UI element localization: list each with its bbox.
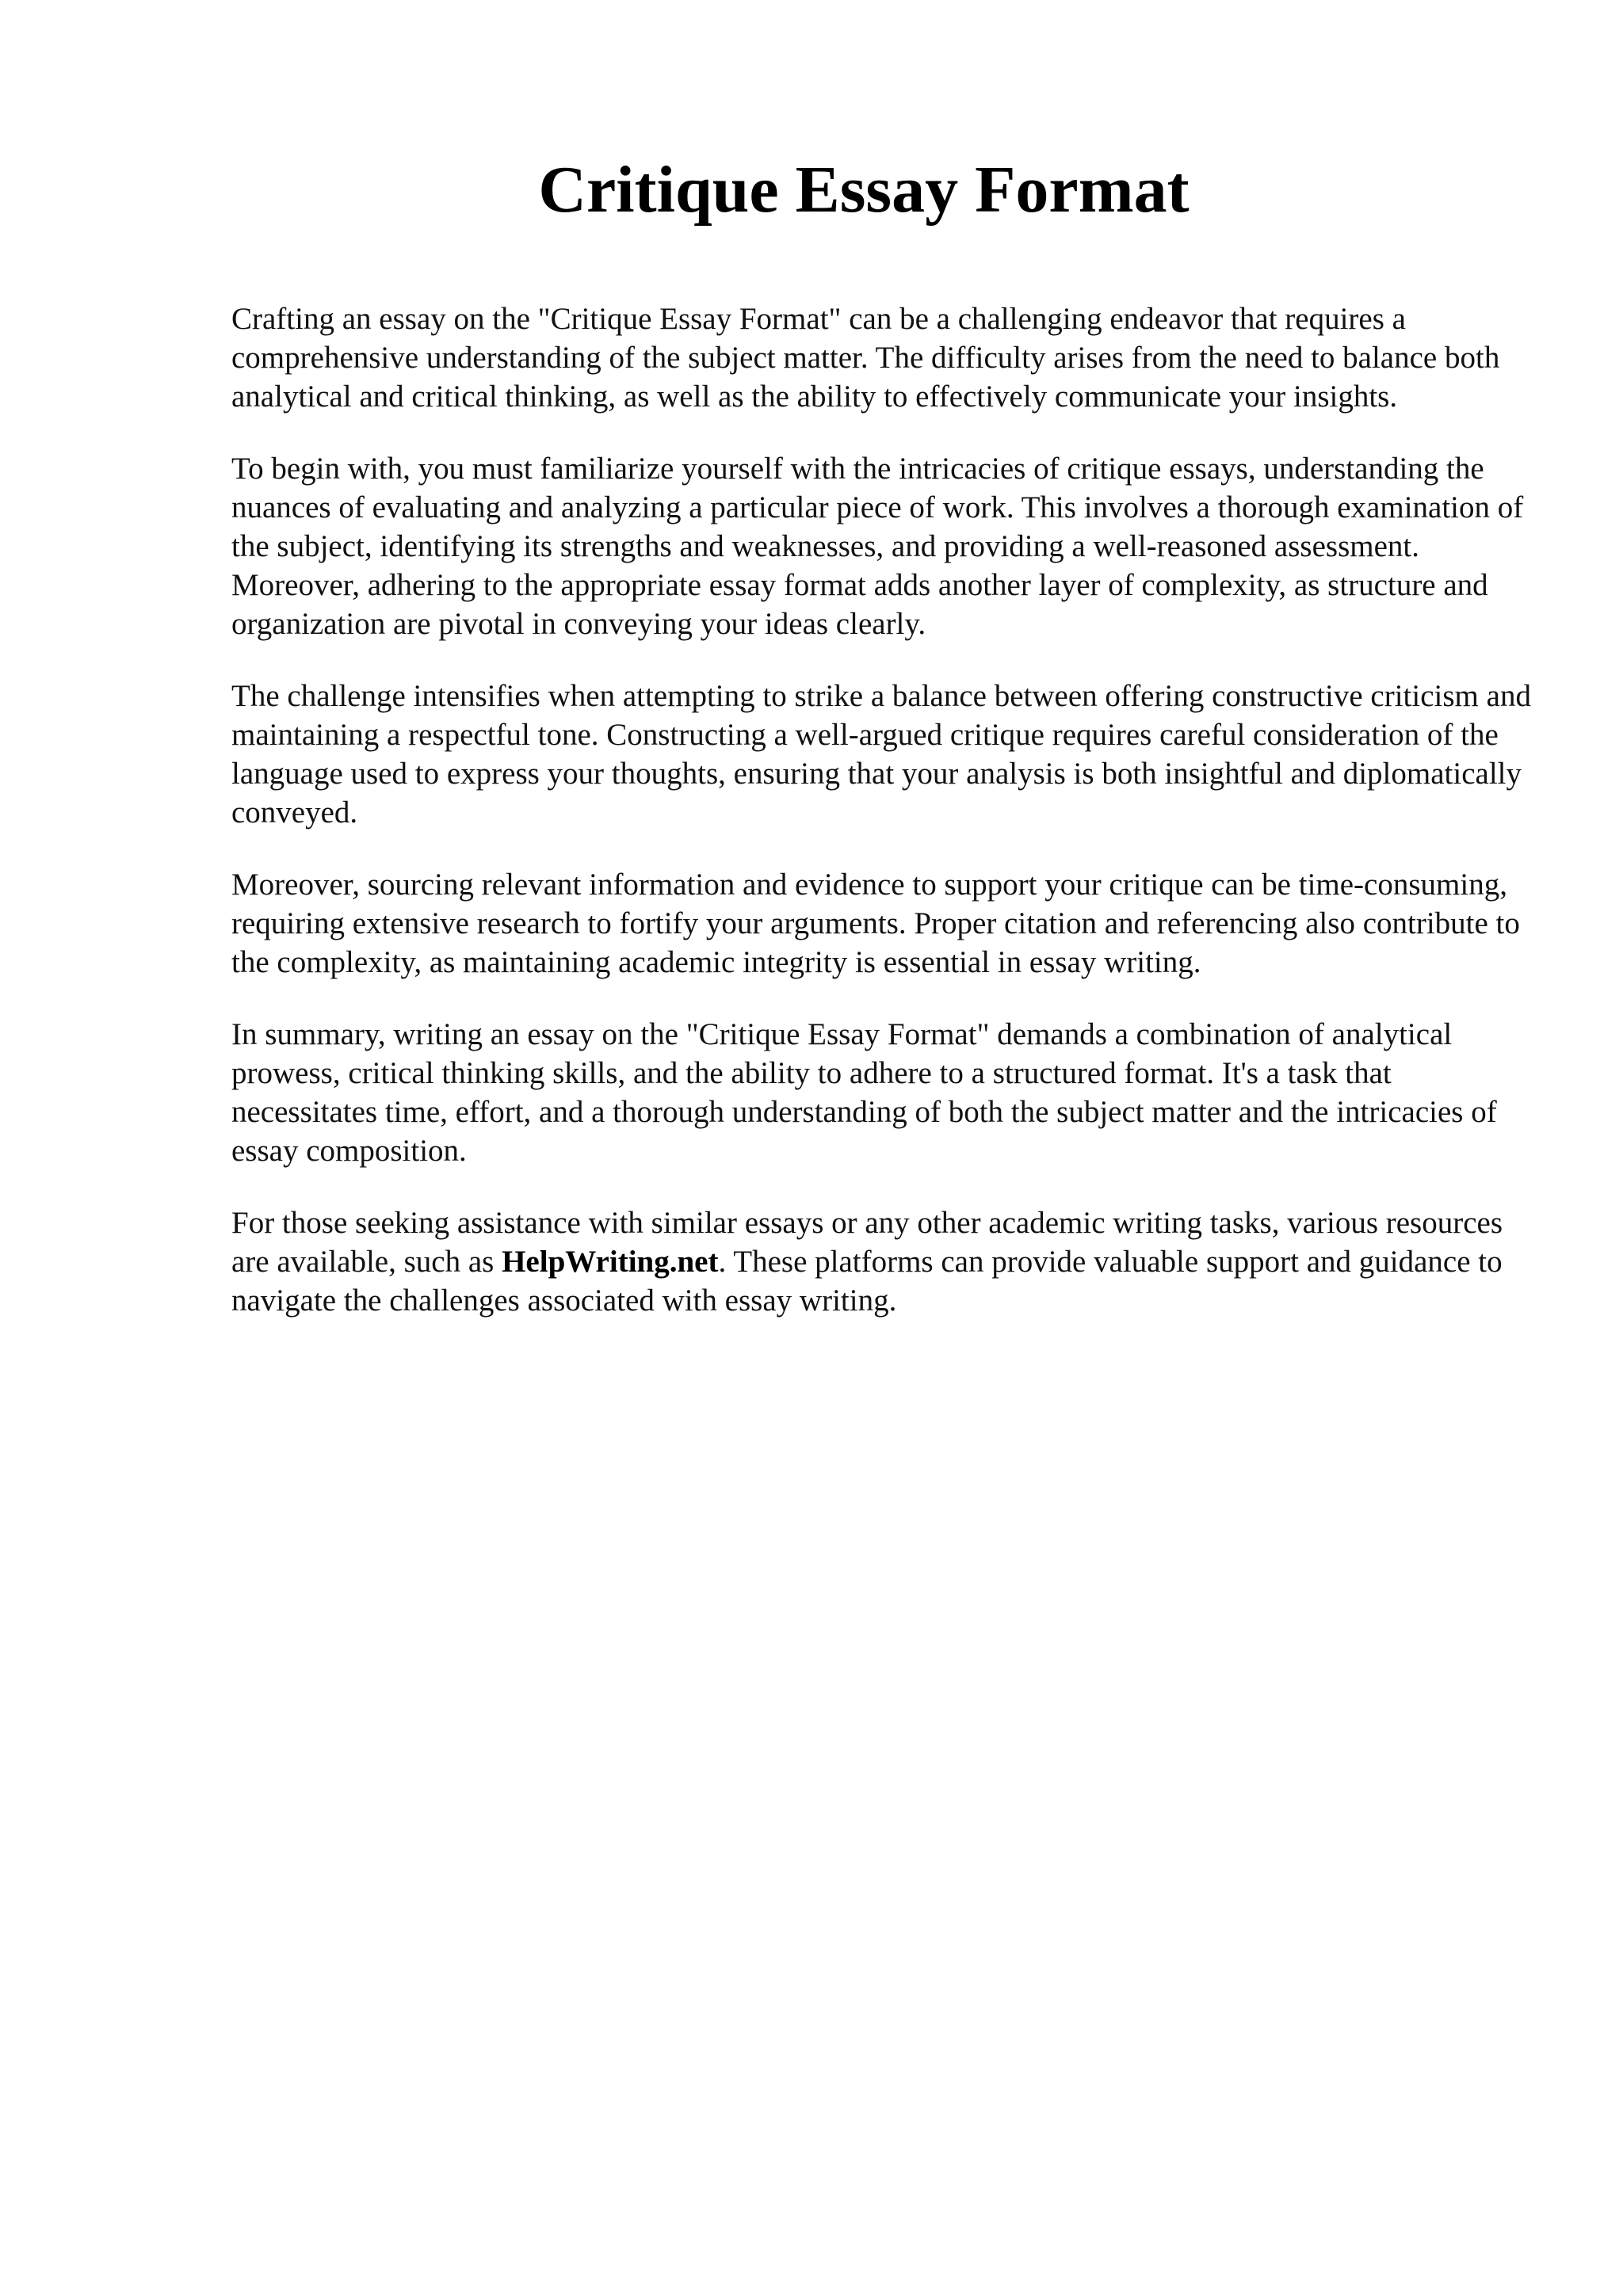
paragraph-familiarize: To begin with, you must familiarize yourself with the intricacies of critique essays, understanding the nuances of evaluating and analyzing a particular piece of work. This involves a thorough examination of the subject, identifying its strengths and weaknesses, and providing a well-reasoned assessment. Moreover, adhering to the appropriate essay format adds another layer of complexity, as structure and organization are pivotal in conveying your ideas clearly. [231, 452, 1524, 641]
page-title: Critique Essay Format [538, 153, 1190, 227]
paragraph-sourcing: Moreover, sourcing relevant information and evidence to support your critique can be time-consuming, requiring extensive research to fortify your arguments. Proper citation and referencing also contribute to the complexity, as maintaining academic integrity is essential in essay writing. [231, 868, 1520, 979]
helpwriting-link[interactable]: HelpWriting.net [502, 1245, 719, 1279]
paragraph-summary: In summary, writing an essay on the "Critique Essay Format" demands a combination of analytical prowess, critical thinking skills, and the ability to adhere to a structured format. It's a task that necessitates time, effort, and a thorough understanding of both the subject matter and the intricacies of essay composition. [231, 1017, 1497, 1168]
paragraph-challenge: The challenge intensifies when attempting to strike a balance between offering constructive criticism and maintaining a respectful tone. Constructing a well-argued critique requires careful consideration of the language used to express your thoughts, ensuring that your analysis is both insightful and diplomatically conveyed. [231, 679, 1531, 830]
paragraph-intro: Crafting an essay on the "Critique Essay Format" can be a challenging endeavor that requires a comprehensive understanding of the subject matter. The difficulty arises from the need to balance both analytical and critical thinking, as well as the ability to effectively communicate your insights. [231, 302, 1500, 414]
document-body [231, 299, 1531, 1353]
assistance-text-after: . These platforms can provide valuable support and guidance to navigate the challenges associated with essay writing. [231, 1245, 1503, 1318]
assistance-text-before: For those seeking assistance with similar essays or any other academic writing tasks, various resources are available, such as [231, 1206, 1503, 1279]
paragraph-assistance [231, 1203, 1531, 1320]
